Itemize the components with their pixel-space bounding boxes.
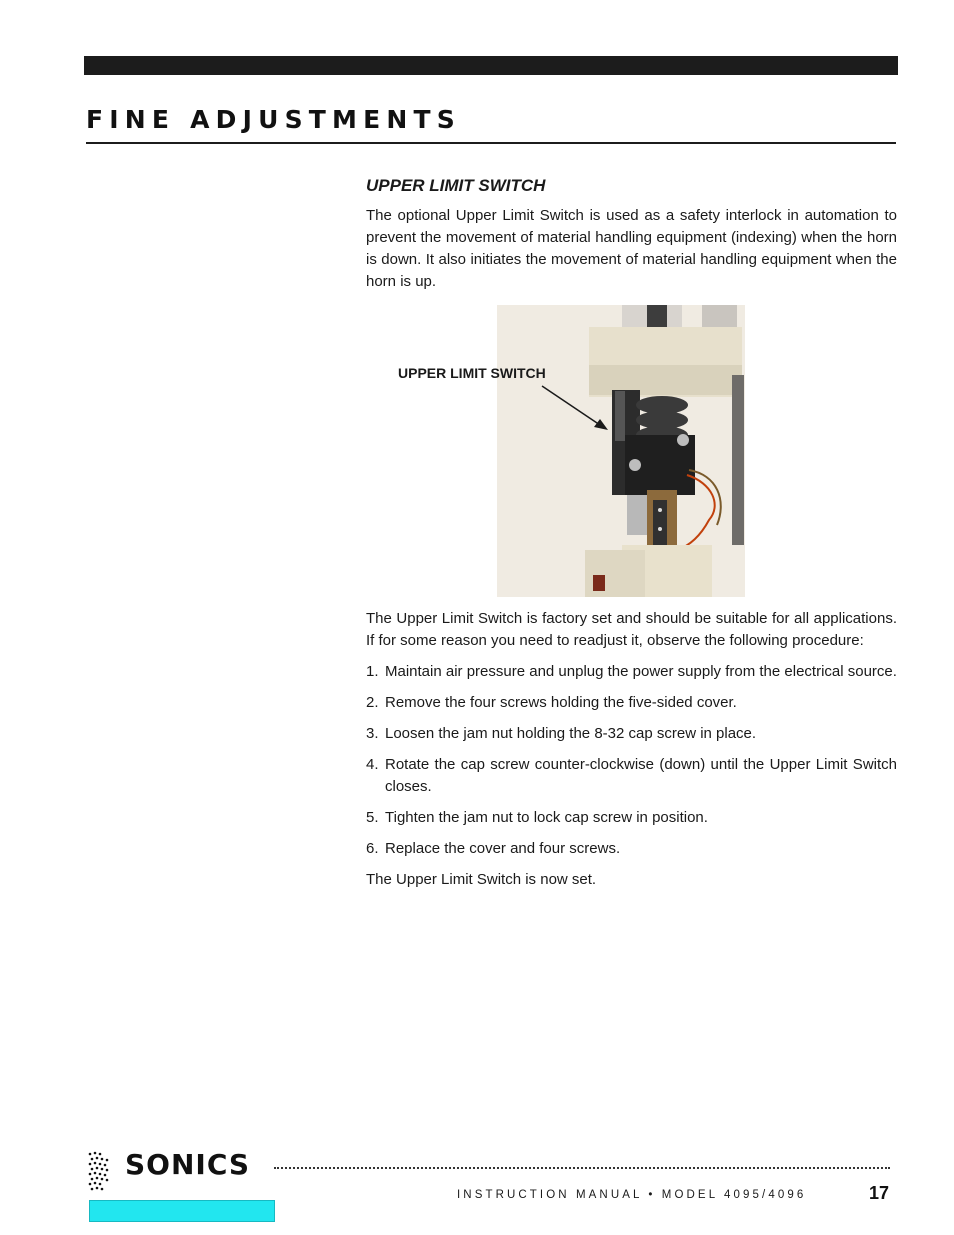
step-text: Tighten the jam nut to lock cap screw in position.: [385, 809, 708, 826]
step-number: 4.: [366, 756, 379, 773]
list-item: [366, 661, 897, 683]
footer-accent-bar: [89, 1200, 275, 1222]
step-text: Loosen the jam nut holding the 8-32 cap screw in place.: [385, 725, 757, 742]
closing-paragraph: The Upper Limit Switch is now set.: [366, 871, 597, 888]
page-number: 17: [869, 1183, 890, 1203]
step-text: Remove the four screws holding the five-sided cover.: [385, 694, 737, 711]
callout-arrow-icon: [536, 380, 611, 432]
step-number: 5.: [366, 809, 379, 826]
header-bar: [84, 56, 898, 75]
step-number: 3.: [366, 725, 379, 742]
machine-photo: [497, 305, 745, 597]
page-title: FINE ADJUSTMENTS: [86, 105, 461, 134]
main-content: [366, 175, 897, 891]
sonics-logo-text: SONICS: [125, 1148, 251, 1181]
list-item: [366, 754, 897, 798]
footer-dotted-rule: [274, 1167, 890, 1169]
procedure-intro: The Upper Limit Switch is factory set and should be suitable for all applications. If for some reason you need to readjust it, observe the following procedure:: [366, 610, 897, 649]
footer-manual-title: INSTRUCTION MANUAL • MODEL 4095/4096: [457, 1189, 807, 1201]
list-item: [366, 692, 897, 714]
intro-paragraph: The optional Upper Limit Switch is used as a safety interlock in automation to prevent the movement of material handling equipment (indexing) when the horn is down. It also initiates the movement of material handling equipment when the horn is up.: [366, 207, 897, 290]
step-number: 2.: [366, 694, 379, 711]
list-item: [366, 838, 897, 860]
step-text: Replace the cover and four screws.: [385, 840, 621, 857]
title-rule: [86, 142, 896, 144]
list-item: [366, 723, 897, 745]
list-item: [366, 807, 897, 829]
step-text: Maintain air pressure and unplug the power supply from the electrical source.: [385, 663, 897, 680]
sonics-logo-icon: [86, 1151, 112, 1193]
figure-callout-label: UPPER LIMIT SWITCH: [398, 365, 546, 381]
section-heading: UPPER LIMIT SWITCH: [366, 176, 546, 195]
upper-limit-switch-figure: [366, 305, 897, 597]
step-text: Rotate the cap screw counter-clockwise (down) until the Upper Limit Switch closes.: [385, 756, 897, 795]
step-number: 1.: [366, 663, 379, 680]
procedure-steps: [366, 661, 897, 860]
step-number: 6.: [366, 840, 379, 857]
